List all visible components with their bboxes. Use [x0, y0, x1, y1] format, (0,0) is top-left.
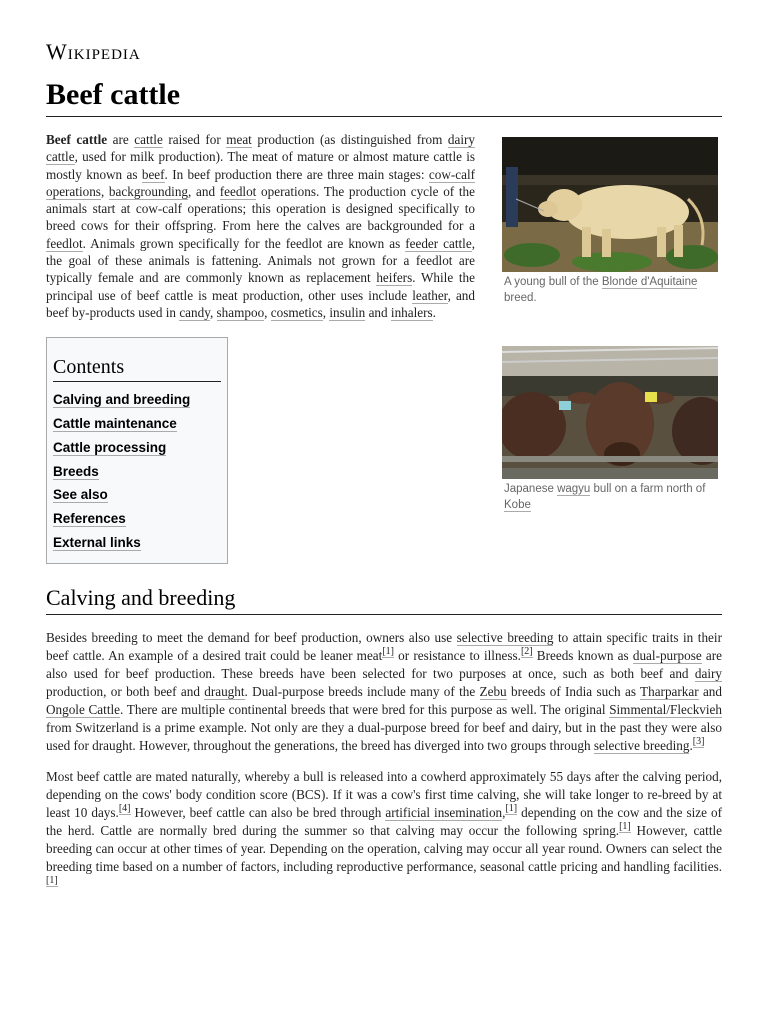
text: Most beef cattle are mated naturally, whereby a bull is released into a cowherd approximately 55 days after the calving period, depending on the cows' body condition score (BCS). If it was a cow's first time calving, she will take longer to re-breed by at least 10 days.	[46, 768, 722, 820]
text: Breeds known as	[532, 647, 633, 663]
link-feedlot-2[interactable]: feedlot	[46, 235, 83, 251]
toc-item-label: Cattle maintenance	[53, 416, 177, 432]
link-dairy[interactable]: dairy	[694, 665, 722, 681]
toc-item-cattle-maintenance[interactable]	[53, 412, 221, 436]
text: , used for milk production). The meat of mature or almost mature cattle is mostly known as	[46, 149, 475, 182]
citation-link[interactable]: [1]	[619, 821, 631, 833]
link-ongole-cattle[interactable]: Ongole Cattle	[46, 701, 121, 717]
toc-item-external-links[interactable]	[53, 531, 221, 555]
caption-text: bull on a farm north of	[590, 483, 706, 495]
section-heading-calving-and-breeding: Calving and breeding	[46, 584, 722, 615]
link-cosmetics[interactable]: cosmetics	[270, 304, 323, 320]
link-heifers[interactable]: heifers	[376, 270, 413, 286]
link-inhalers[interactable]: inhalers	[390, 304, 433, 320]
link-tharparkar[interactable]: Tharparkar	[640, 683, 699, 699]
link-feedlot[interactable]: feedlot	[219, 183, 257, 199]
text: are also used for beef production. These breeds have been selected for two purposes at once, such as both beef and	[46, 647, 722, 681]
link-meat[interactable]: meat	[226, 132, 252, 147]
toc-item-label: Breeds	[53, 463, 99, 479]
text: . While the principal use of beef cattle is meat production, other uses include	[46, 270, 475, 303]
caption-text: A young bull of the	[504, 276, 602, 288]
link-zebu[interactable]: Zebu	[479, 683, 507, 699]
link-artificial-insemination[interactable]: artificial insemination	[385, 804, 503, 820]
text: ,	[322, 304, 330, 320]
link-cow-calf-operations[interactable]: cow-calf operations	[46, 166, 475, 199]
figure-caption	[502, 481, 718, 513]
text: operations. The production cycle of the animals start at cow-calf operations; this operation is designed specifically to breed cows for their offspring. From here the calves are backgrounded for a	[46, 183, 475, 234]
toc-item-label: See also	[53, 487, 108, 503]
toc-item-cattle-processing[interactable]	[53, 436, 221, 460]
link-shampoo[interactable]: shampoo	[216, 304, 265, 320]
link-simmental-fleckvieh[interactable]: Simmental/Fleckvieh	[609, 701, 722, 717]
wagyu-photo[interactable]	[502, 346, 718, 479]
citation-link[interactable]: [1]	[46, 875, 58, 887]
citation-link[interactable]: [3]	[692, 736, 705, 748]
text: production, or both beef and	[46, 683, 205, 699]
text: ,	[209, 304, 217, 320]
text: ,	[502, 804, 506, 820]
text: to attain specific traits in their beef cattle. An example of a desired trait could be leaner meat	[46, 629, 722, 663]
link-wagyu[interactable]: wagyu	[557, 483, 591, 495]
link-beef[interactable]: beef	[141, 166, 165, 182]
citation-link[interactable]: [1]	[382, 646, 394, 658]
text: ,	[264, 304, 271, 320]
text: . In beef production there are three main stages:	[164, 166, 429, 182]
text: or resistance to illness.	[394, 647, 521, 663]
text: , and	[188, 183, 220, 199]
text: and	[698, 683, 722, 699]
citation-link[interactable]: [2]	[520, 646, 533, 658]
toc-item-references[interactable]	[53, 507, 221, 531]
article	[46, 38, 722, 894]
link-draught[interactable]: draught	[204, 683, 245, 699]
caption-text: breed.	[504, 292, 537, 304]
text: .	[432, 304, 436, 320]
text: ,	[100, 183, 109, 199]
wikipedia-logo[interactable]: Wikipedia	[46, 39, 141, 64]
link-kobe[interactable]: Kobe	[504, 499, 531, 511]
text: raised for	[162, 132, 227, 147]
citation-link[interactable]: [4]	[118, 803, 131, 815]
figure-caption	[502, 274, 718, 306]
figure-wagyu-bull	[502, 346, 718, 513]
link-feeder-cattle[interactable]: feeder cattle	[405, 235, 472, 251]
link-selective-breeding-2[interactable]: selective breeding	[593, 737, 690, 753]
bull-illustration	[502, 137, 718, 272]
link-selective-breeding[interactable]: selective breeding	[456, 629, 554, 645]
link-blonde-daquitaine[interactable]: Blonde d'Aquitaine	[601, 276, 698, 288]
text: . Animals grown specifically for the feedlot are known as	[82, 235, 406, 251]
bull-photo[interactable]	[502, 137, 718, 272]
text: depending on the cow and the size of the herd. Cattle are normally bred during the summer so that calving may occur the following spring.	[46, 804, 723, 838]
figure-blonde-bull	[502, 137, 718, 306]
toc-item-label: External links	[53, 535, 141, 551]
text: from Switzerland is a prime example. Not only are they a dual-purpose breed for beef and dairy, but in the past they were also used for draught. However, throughout the generations, the breed has diverged into two groups through	[46, 719, 722, 753]
link-dairy-cattle[interactable]: dairy cattle	[46, 132, 475, 165]
citation-link[interactable]: [1]	[505, 803, 518, 815]
text: However, cattle breeding can occur at other times of year. Depending on the operation, calving may occur all year round. Owners can select the breeding time based on a number of factors, including reproductive performance, seasonal cattle pricing and handling facilities.	[46, 822, 722, 874]
toc-item-calving-and-breeding[interactable]	[53, 388, 221, 412]
paragraph-mating	[46, 768, 722, 894]
caption-text: Japanese	[504, 483, 558, 495]
text: breeds of India such as	[506, 683, 641, 699]
text: . There are multiple continental breeds that were bred for this purpose as well. The original	[120, 701, 610, 717]
toc-title: Contents	[53, 356, 221, 382]
text: However, beef cattle can also be bred through	[130, 804, 386, 820]
link-insulin[interactable]: insulin	[329, 304, 366, 320]
text: production (as distinguished from	[251, 132, 448, 147]
link-dual-purpose[interactable]: dual-purpose	[632, 647, 702, 663]
lead-section	[46, 131, 722, 564]
toc-item-breeds[interactable]	[53, 460, 221, 484]
bold-term: Beef cattle	[46, 132, 108, 147]
toc-item-label: Cattle processing	[53, 439, 167, 455]
paragraph-breeding	[46, 629, 722, 755]
page-title: Beef cattle	[46, 76, 722, 117]
text: , the goal of these animals is fattening. Animals not grown for a feedlot are typically female and are commonly known as replacement	[46, 235, 475, 286]
wagyu-illustration	[502, 346, 718, 479]
text: and	[365, 304, 391, 320]
text: Besides breeding to meet the demand for beef production, owners also use	[46, 629, 457, 645]
text: .	[689, 737, 693, 753]
toc-item-label: Calving and breeding	[53, 392, 191, 408]
link-candy[interactable]: candy	[179, 304, 210, 320]
link-leather[interactable]: leather	[412, 287, 448, 303]
table-of-contents	[46, 337, 228, 564]
text: are	[107, 132, 135, 147]
toc-item-see-also[interactable]	[53, 483, 221, 507]
toc-item-label: References	[53, 511, 126, 527]
lead-paragraph	[46, 131, 475, 321]
link-cattle[interactable]: cattle	[134, 132, 163, 147]
text: , and beef by-products used in	[46, 287, 475, 320]
text: . Dual-purpose breeds include many of the	[244, 683, 480, 699]
link-backgrounding[interactable]: backgrounding	[108, 183, 189, 199]
